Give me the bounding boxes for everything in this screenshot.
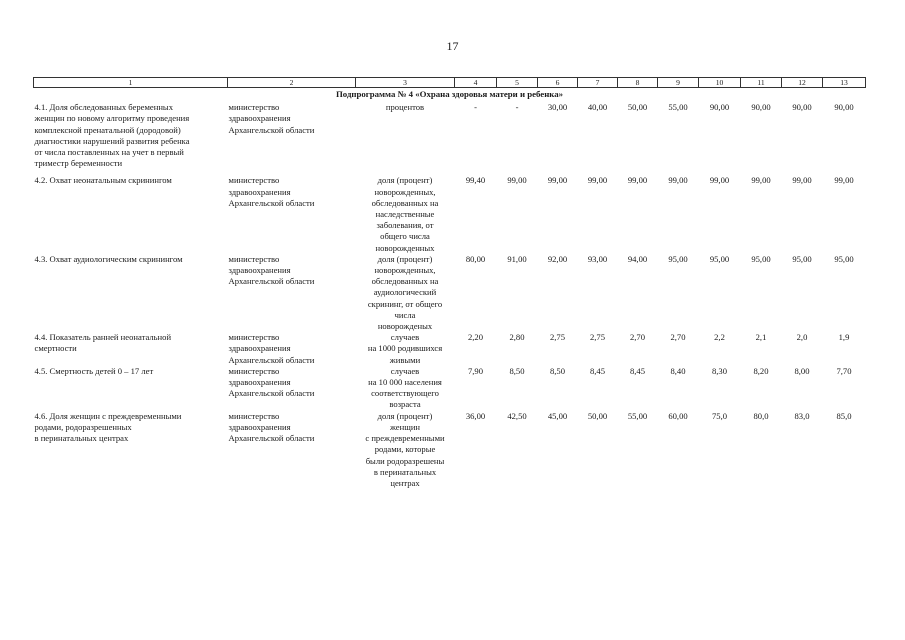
text-line: обследованных на xyxy=(371,276,439,287)
value-cell: - xyxy=(515,102,519,113)
value-cell: 83,0 xyxy=(794,410,810,421)
table-row xyxy=(34,102,866,175)
text-line: 4.2. Охват неонатальным скринингом xyxy=(34,175,172,186)
text-line: Архангельской области xyxy=(228,354,315,365)
value-cell: 95,00 xyxy=(709,253,730,264)
text-line: женщин по новому алгоритму проведения xyxy=(34,113,190,124)
table-row xyxy=(34,332,866,366)
value-cell: 8,45 xyxy=(629,365,646,376)
table-row xyxy=(34,254,866,332)
text-line: Архангельской области xyxy=(228,388,315,399)
text-line: числа xyxy=(394,309,416,320)
value-cell: 2,75 xyxy=(549,332,566,343)
column-number: 6 xyxy=(538,78,578,88)
value-cell: 2,70 xyxy=(629,332,646,343)
value-cell: 8,40 xyxy=(670,365,686,376)
text-line: здравоохранения xyxy=(228,265,291,276)
value-cell: 1,9 xyxy=(838,332,850,343)
table-row xyxy=(34,175,866,253)
text-line: с преждевременными xyxy=(365,433,445,444)
value-cell: 85,0 xyxy=(836,410,852,421)
responsible-agency xyxy=(228,332,356,366)
text-line: министерство xyxy=(228,175,280,186)
indicator-name xyxy=(34,254,228,332)
text-line: случаев xyxy=(390,332,420,343)
column-number: 11 xyxy=(741,78,782,88)
value-cell: 80,00 xyxy=(465,253,486,264)
value-cell: 99,00 xyxy=(834,175,854,186)
text-line: заболевания, от xyxy=(376,220,434,231)
text-line: общего числа xyxy=(380,231,430,242)
column-number: 8 xyxy=(618,78,658,88)
text-line: Архангельской области xyxy=(228,197,315,208)
value-cell: 7,70 xyxy=(836,365,852,376)
text-line: доля (процент) xyxy=(377,253,433,264)
text-line: министерство xyxy=(228,102,280,113)
text-line: процентов xyxy=(385,102,425,113)
subprogram-row xyxy=(34,88,866,103)
text-line: женщин xyxy=(389,421,421,432)
value-cell: 40,00 xyxy=(587,102,608,113)
value-cell: 50,00 xyxy=(587,410,608,421)
value-cell: 2,80 xyxy=(509,332,525,343)
value-cell: 30,00 xyxy=(547,102,568,113)
text-line: возраста xyxy=(389,399,421,410)
responsible-agency xyxy=(228,102,356,175)
indicator-name xyxy=(34,175,228,253)
text-line: на 1000 родившихся xyxy=(367,343,443,354)
value-cell: 91,00 xyxy=(507,253,527,264)
text-line: министерство xyxy=(228,332,280,343)
text-line: диагностики нарушений развития ребенка xyxy=(34,135,190,146)
value-cell: 90,00 xyxy=(709,102,730,113)
value-cell: 94,00 xyxy=(627,253,648,264)
column-number: 9 xyxy=(658,78,699,88)
text-line: смертности xyxy=(34,343,77,354)
value-cell: 99,00 xyxy=(751,175,771,186)
unit-of-measure xyxy=(356,332,455,366)
text-line: аудиологический xyxy=(373,287,437,298)
text-line: 4.4. Показатель ранней неонатальной xyxy=(34,332,172,343)
value-cell: 90,00 xyxy=(751,102,771,113)
value-cell: 99,40 xyxy=(465,175,486,186)
text-line: комплексной пренатальной (дородовой) xyxy=(34,124,181,135)
text-line: в перинатальных xyxy=(373,466,437,477)
value-cell: 8,00 xyxy=(794,365,810,376)
responsible-agency xyxy=(228,366,356,411)
value-cell: 99,00 xyxy=(792,175,812,186)
text-line: от числа поставленных на учет в первый xyxy=(34,147,184,158)
value-cell: 95,00 xyxy=(792,253,812,264)
indicator-name xyxy=(34,366,228,411)
column-number: 12 xyxy=(782,78,823,88)
value-cell: 90,00 xyxy=(834,102,854,113)
page-number: 17 xyxy=(446,39,459,53)
value-cell: 55,00 xyxy=(668,102,688,113)
value-cell: 95,00 xyxy=(834,253,854,264)
text-line: новорожденных xyxy=(375,242,435,253)
column-number: 7 xyxy=(578,78,618,88)
value-cell: 2,1 xyxy=(755,332,767,343)
value-cell: 95,00 xyxy=(668,253,688,264)
column-number: 10 xyxy=(699,78,741,88)
unit-of-measure xyxy=(356,411,455,489)
value-cell: 75,0 xyxy=(711,410,728,421)
value-cell: 8,30 xyxy=(711,365,728,376)
text-line: доля (процент) xyxy=(377,410,433,421)
column-number: 3 xyxy=(356,78,455,88)
indicator-name xyxy=(34,411,228,489)
value-cell: 99,00 xyxy=(587,175,608,186)
value-cell: 50,00 xyxy=(627,102,648,113)
text-line: новорожденных, xyxy=(374,265,436,276)
text-line: здравоохранения xyxy=(228,113,291,124)
text-line: здравоохранения xyxy=(228,377,291,388)
text-line: министерство xyxy=(228,410,280,421)
text-line: обследованных на xyxy=(371,197,439,208)
value-cell: 99,00 xyxy=(709,175,730,186)
text-line: Архангельской области xyxy=(228,124,315,135)
text-line: Архангельской области xyxy=(228,276,315,287)
text-line: были родоразрешены xyxy=(365,455,445,466)
unit-of-measure xyxy=(356,102,455,175)
text-line: родами, родоразрешенных xyxy=(34,421,132,432)
indicators-table xyxy=(33,77,866,489)
table-row xyxy=(34,366,866,411)
value-cell: 2,2 xyxy=(714,332,725,343)
value-cell: 42,50 xyxy=(507,410,527,421)
value-cell: 2,0 xyxy=(796,332,808,343)
value-cell: 2,20 xyxy=(467,332,484,343)
value-cell: 55,00 xyxy=(627,410,648,421)
text-line: на 10 000 населения xyxy=(368,377,442,388)
value-cell: 2,75 xyxy=(589,332,606,343)
value-cell: 99,00 xyxy=(547,175,568,186)
text-line: 4.5. Смертность детей 0 – 17 лет xyxy=(34,365,154,376)
value-cell: 60,00 xyxy=(668,410,688,421)
text-line: родами, которые xyxy=(374,444,436,455)
text-line: соответствующего xyxy=(371,388,439,399)
text-line: 4.6. Доля женщин с преждевременными xyxy=(34,410,182,421)
value-cell: 45,00 xyxy=(547,410,568,421)
value-cell: 95,00 xyxy=(751,253,771,264)
subprogram-title: Подпрограмма № 4 «Охрана здоровья матери и ребенка» xyxy=(335,89,564,99)
value-cell: 8,20 xyxy=(753,365,769,376)
text-line: доля (процент) xyxy=(377,175,433,186)
value-cell: 7,90 xyxy=(467,365,484,376)
value-cell: 92,00 xyxy=(547,253,568,264)
text-line: здравоохранения xyxy=(228,421,291,432)
responsible-agency xyxy=(228,411,356,489)
text-line: наследственные xyxy=(375,209,435,220)
value-cell: 36,00 xyxy=(465,410,486,421)
unit-of-measure xyxy=(356,175,455,253)
column-number: 13 xyxy=(823,78,866,88)
text-line: новорожденых xyxy=(377,321,433,332)
column-number-row xyxy=(34,78,866,88)
text-line: 4.1. Доля обследованных беременных xyxy=(34,102,173,113)
text-line: новорожденных, xyxy=(374,186,436,197)
text-line: в перинатальных центрах xyxy=(34,433,129,444)
value-cell: 90,00 xyxy=(792,102,812,113)
responsible-agency xyxy=(228,175,356,253)
indicator-name xyxy=(34,332,228,366)
text-line: здравоохранения xyxy=(228,186,291,197)
indicator-name xyxy=(34,102,228,175)
text-line: здравоохранения xyxy=(228,343,291,354)
value-cell: 99,00 xyxy=(627,175,648,186)
text-line: центрах xyxy=(390,477,420,488)
value-cell: 2,70 xyxy=(670,332,686,343)
value-cell: 80,0 xyxy=(753,410,769,421)
text-line: министерство xyxy=(228,253,280,264)
text-line: триместр беременности xyxy=(34,158,123,169)
text-line: живыми xyxy=(389,354,421,365)
column-number: 5 xyxy=(497,78,538,88)
text-line: скрининг, от общего xyxy=(367,298,443,309)
text-line: министерство xyxy=(228,365,280,376)
table-row xyxy=(34,411,866,489)
value-cell: - xyxy=(474,102,477,113)
value-cell: 93,00 xyxy=(587,253,608,264)
value-cell: 99,00 xyxy=(507,175,527,186)
unit-of-measure xyxy=(356,254,455,332)
value-cell: 8,50 xyxy=(549,365,566,376)
text-line: случаев xyxy=(390,365,420,376)
text-line: Архангельской области xyxy=(228,433,315,444)
responsible-agency xyxy=(228,254,356,332)
unit-of-measure xyxy=(356,366,455,411)
column-number: 2 xyxy=(228,78,356,88)
text-line: 4.3. Охват аудиологическим скринингом xyxy=(34,253,183,264)
column-number: 4 xyxy=(455,78,497,88)
value-cell: 99,00 xyxy=(668,175,688,186)
column-number: 1 xyxy=(34,78,228,88)
value-cell: 8,50 xyxy=(509,365,525,376)
value-cell: 8,45 xyxy=(589,365,606,376)
